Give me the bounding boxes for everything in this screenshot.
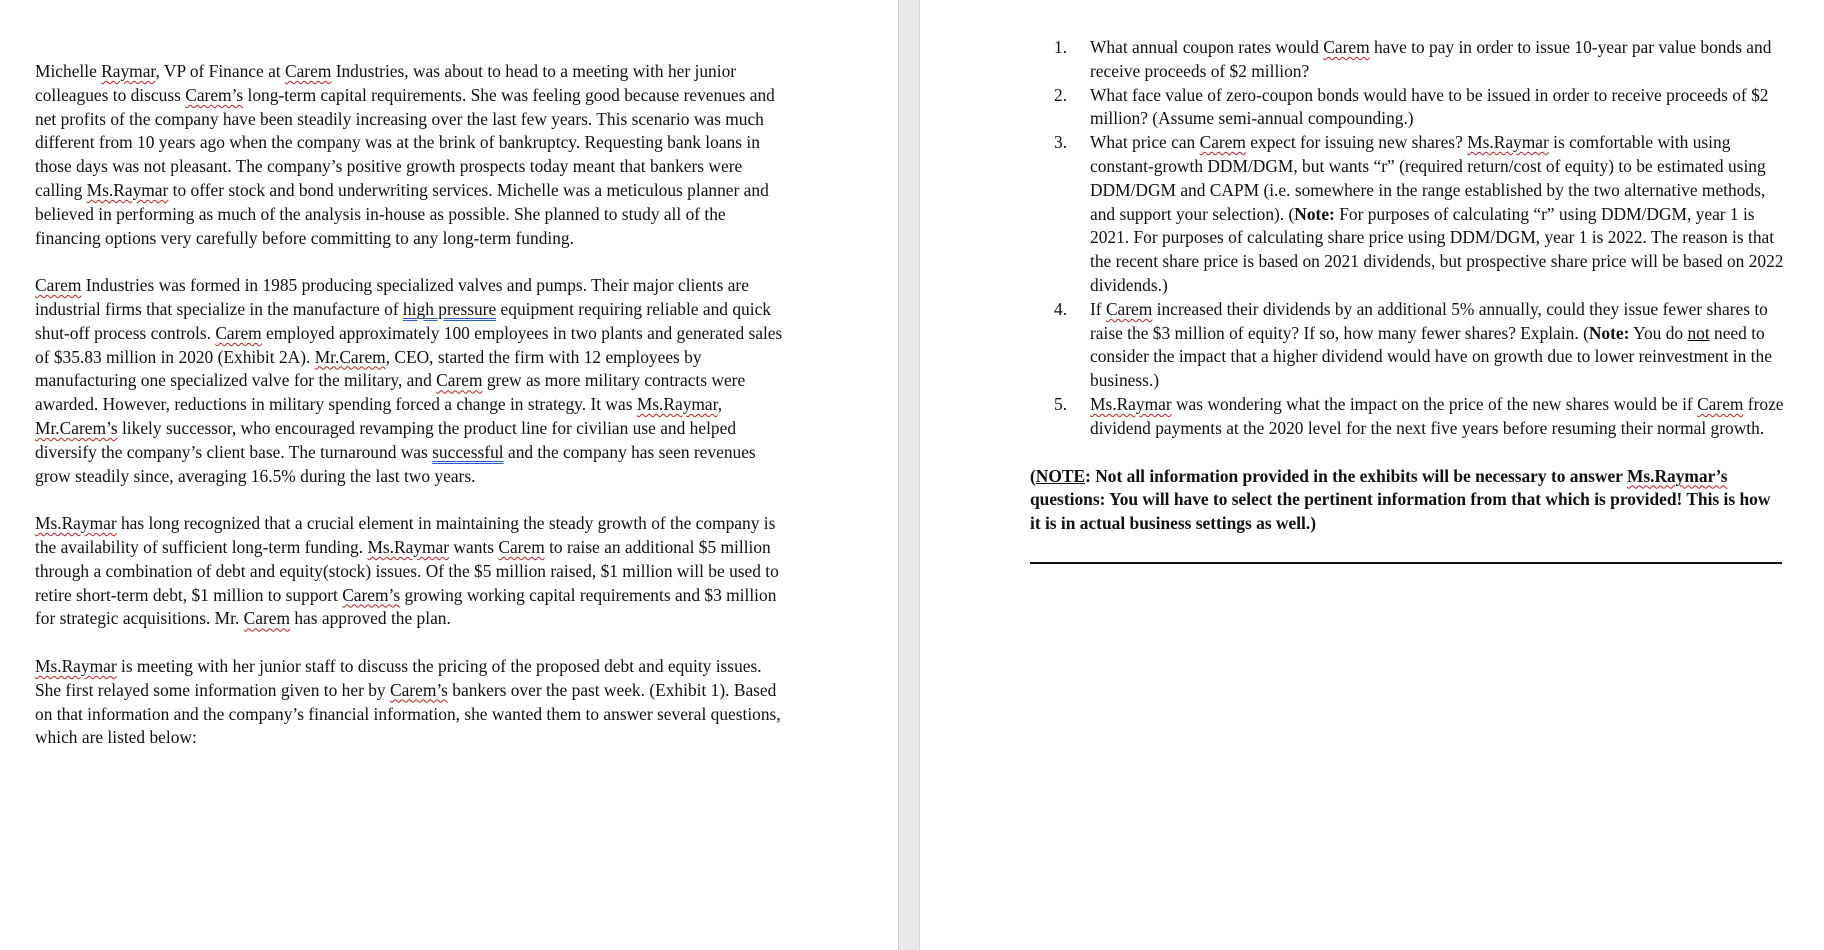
paragraph-intro[interactable]: Michelle Raymar, VP of Finance at Carem Industries, was about to head to a meeting with her junior colleagues to discuss Carem’s long-term capital requirements. She was feeling good because revenues and net profits of the company have been steadily increasing over the last few years. This scenario was much different from 10 years ago when the company was at the brink of bankruptcy. Requesting bank loans in those days was not pleasant. The company’s positive growth prospects today meant that bankers were calling Ms.Raymar to offer stock and bond underwriting services. Michelle was a meticulous planner and believed in performing as much of the analysis in-house as possible. She planned to study all of the financing options very carefully before committing to any long-term funding.: [35, 61, 775, 248]
spelling-flag[interactable]: Carem: [35, 275, 82, 296]
spelling-flag[interactable]: Carem: [1697, 393, 1744, 414]
spelling-flag[interactable]: Ms.Raymar’s: [1626, 465, 1728, 486]
spelling-flag[interactable]: Carem: [1323, 37, 1370, 57]
question-1[interactable]: 1. What annual coupon rates would Carem have to pay in order to issue 10-year par value bonds and receive proceeds of $2 million?: [1054, 37, 1772, 81]
question-4[interactable]: 4. If Carem increased their dividends by an additional 5% annually, could they issue fewer shares to raise the $3 million of equity? If so, how many fewer shares? Explain. (Note: You do not need to consider the impact that a higher dividend would have on growth due to lower reinvestment in the business.): [1054, 298, 1772, 391]
note-block[interactable]: (NOTE: Not all information provided in the exhibits will be necessary to answer Ms.Raymar’s questions: You will have to select the pertinent information from that which is provided! This is how it is in actual business settings as well.): [1030, 465, 1771, 534]
spelling-flag[interactable]: Raymar: [101, 61, 156, 81]
spelling-flag[interactable]: Carem: [1199, 132, 1246, 153]
spelling-flag[interactable]: Carem’s: [389, 679, 448, 700]
spelling-flag[interactable]: Carem’s: [185, 84, 244, 105]
question-2[interactable]: 2. What face value of zero-coupon bonds would have to be issued in order to receive proceeds of $2 million? (Assume semi-annual compounding.): [1054, 84, 1769, 129]
spelling-flag[interactable]: Ms.Raymar: [367, 536, 450, 557]
spelling-flag[interactable]: Mr.Carem’s: [35, 417, 118, 438]
spelling-flag[interactable]: Carem: [1105, 298, 1153, 319]
grammar-flag[interactable]: successful: [432, 441, 504, 462]
spelling-flag[interactable]: Ms.Raymar: [636, 394, 718, 415]
question-3[interactable]: 3. What price can Carem expect for issuing new shares? Ms.Raymar is comfortable with using constant-growth DDM/DGM, but wants “r” (required return/cost of equity) to be estimated using DDM/DGM and CAPM (i.e. somewhere in the range established by the two alternative methods, and support your selection). (Note: For purposes of calculating “r” using DDM/DGM, year 1 is 2021. For purposes of calculating share price using DDM/DGM, year 1 is 2022. The reason is that the recent share price is based on 2021 dividends, but prospective share price will be based on 2022 dividends.): [1054, 132, 1784, 295]
question-5[interactable]: 5. Ms.Raymar was wondering what the impact on the price of the new shares would be if Carem froze dividend payments at the 2020 level for the next five years before resuming their normal growth.: [1054, 393, 1784, 438]
spelling-flag[interactable]: Ms.Raymar: [86, 179, 169, 200]
case-narrative: [35, 60, 790, 774]
page-gutter: [898, 0, 920, 950]
spelling-flag[interactable]: Carem: [243, 608, 291, 629]
spelling-flag[interactable]: Ms.Raymar: [35, 655, 117, 676]
list-number: 5.: [1054, 393, 1068, 414]
horizontal-rule: [1030, 562, 1782, 564]
spelling-flag[interactable]: Ms.Raymar: [1467, 132, 1549, 153]
paragraph-funding[interactable]: Ms.Raymar has long recognized that a crucial element in maintaining the steady growth of the company is the availability of sufficient long-term funding. Ms.Raymar wants Carem to raise an additional $5 million through a combination of debt and equity(stock) issues. Of the $5 million raised, $1 million will be used to retire short-term debt, $1 million to support Carem’s growing working capital requirements and $3 million for strategic acquisitions. Mr. Carem has approved the plan.: [35, 513, 779, 629]
list-number: 1.: [1054, 37, 1068, 57]
spelling-flag[interactable]: Carem: [215, 322, 262, 343]
grammar-flag[interactable]: high pressure: [402, 298, 497, 319]
list-number: 4.: [1054, 298, 1068, 319]
paragraph-history[interactable]: Carem Industries was formed in 1985 producing specialized valves and pumps. Their major clients are industrial firms that specialize in the manufacture of high pressure equipment requiring reliable and quick shut-off process controls. Carem employed approximately 100 employees in two plants and generated sales of $35.83 million in 2020 (Exhibit 2A). Mr.Carem, CEO, started the firm with 12 employees by manufacturing one specialized valve for the military, and Carem grew as more military contracts were awarded. However, reductions in military spending forced a change in strategy. It was Ms.Raymar, Mr.Carem’s likely successor, who encouraged revamping the product line for civilian use and helped diversify the company’s client base. The turnaround was successful and the company has seen revenues grow steadily since, averaging 16.5% during the last two years.: [35, 275, 783, 486]
list-number: 3.: [1054, 132, 1068, 153]
spelling-flag[interactable]: Mr.Carem: [314, 346, 386, 367]
spelling-flag[interactable]: Carem: [498, 536, 545, 557]
paragraph-meeting[interactable]: Ms.Raymar is meeting with her junior staff to discuss the pricing of the proposed debt and equity issues. She first relayed some information given to her by Carem’s bankers over the past week. (Exhibit 1). Based on that information and the company’s financial information, she wanted them to answer several questions, which are listed below:: [35, 655, 781, 748]
questions-list: [1030, 36, 1790, 441]
spelling-flag[interactable]: Ms.Raymar: [35, 513, 117, 534]
spelling-flag[interactable]: Carem: [284, 61, 332, 81]
questions-section: [1030, 36, 1790, 564]
list-number: 2.: [1054, 84, 1068, 105]
spelling-flag[interactable]: Carem: [436, 370, 483, 391]
spelling-flag[interactable]: Ms.Raymar: [1090, 393, 1172, 414]
spelling-flag[interactable]: Carem’s: [342, 584, 401, 605]
